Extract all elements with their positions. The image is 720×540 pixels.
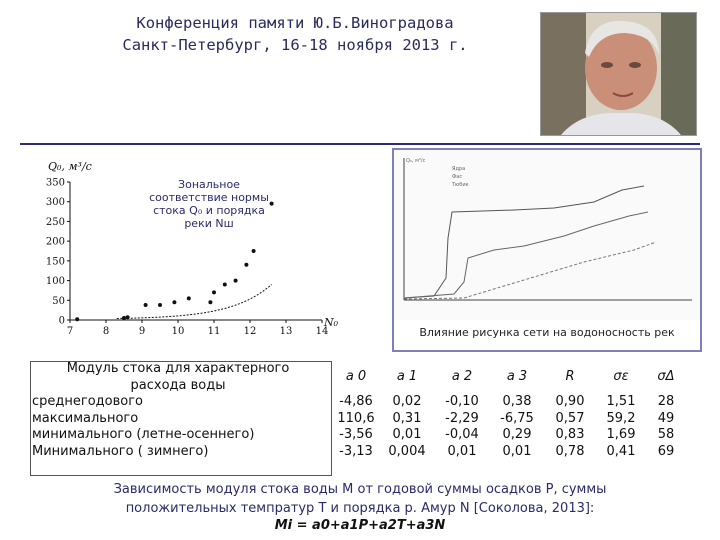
table-header-row bbox=[30, 361, 686, 394]
cell: -2,29 bbox=[445, 410, 479, 426]
footer-formula: Mi = a0+a1P+a2T+a3N bbox=[274, 518, 446, 533]
y-tick-label: 0 bbox=[58, 315, 65, 327]
right-chart-caption: Влияние рисунка сети на водоносность рек bbox=[419, 326, 675, 339]
table-header-label-line: Модуль стока для характерного bbox=[66, 361, 290, 376]
conference-header bbox=[80, 12, 510, 56]
left-chart-xlabel: N₀ bbox=[324, 316, 339, 329]
conference-place-date: Санкт-Петербург, 16-18 ноября 2013 г. bbox=[122, 36, 468, 54]
cell: -6,75 bbox=[500, 410, 534, 426]
data-point bbox=[158, 303, 162, 307]
col-header: a 3 bbox=[506, 369, 528, 385]
svg-text:Фас: Фас bbox=[452, 174, 463, 180]
cell: -4,86 bbox=[339, 394, 373, 409]
table-row bbox=[30, 444, 686, 461]
row-label: максимального bbox=[32, 410, 139, 426]
cell: 28 bbox=[657, 394, 675, 409]
x-tick-label: 14 bbox=[315, 326, 329, 337]
footer-caption bbox=[60, 480, 660, 518]
cell: 0,41 bbox=[606, 443, 636, 459]
table-header-label-line: расхода воды bbox=[130, 377, 226, 393]
header-divider bbox=[20, 143, 700, 145]
y-tick-label: 300 bbox=[45, 197, 65, 209]
cell: -3,56 bbox=[339, 427, 373, 442]
x-tick-label: 11 bbox=[207, 326, 221, 337]
svg-text:Ядра: Ядра bbox=[452, 166, 466, 172]
cell: 0,01 bbox=[392, 427, 422, 442]
annotation-line: реки Nш bbox=[184, 217, 234, 230]
data-point bbox=[126, 315, 130, 319]
col-header: a 0 bbox=[345, 369, 367, 385]
cell: -3,13 bbox=[339, 443, 373, 459]
y-tick-label: 350 bbox=[45, 177, 65, 189]
table-row bbox=[30, 394, 686, 411]
data-point bbox=[208, 300, 212, 304]
svg-text:Q₀, м³/с: Q₀, м³/с bbox=[406, 158, 426, 164]
data-point bbox=[252, 249, 256, 253]
annotation-line: стока Q₀ и порядка bbox=[153, 204, 265, 217]
data-point bbox=[172, 300, 176, 304]
x-tick-label: 13 bbox=[279, 326, 293, 337]
data-point bbox=[75, 317, 79, 321]
x-tick-label: 10 bbox=[171, 326, 185, 337]
cell: 0,31 bbox=[392, 410, 422, 426]
cell: 0,29 bbox=[502, 427, 532, 442]
table-header-label bbox=[30, 361, 332, 394]
col-header: a 1 bbox=[396, 369, 418, 385]
svg-text:Тюбик: Тюбик bbox=[452, 182, 469, 188]
footer-line: Зависимость модуля стока воды M от годовой суммы осадков P, суммы bbox=[113, 482, 607, 497]
row-label: среднегодового bbox=[32, 394, 144, 409]
cell: 1,51 bbox=[606, 394, 636, 409]
cell: 0,02 bbox=[392, 394, 422, 409]
annotation-line: Зональное bbox=[178, 178, 240, 191]
data-point bbox=[144, 303, 148, 307]
cell: -0,10 bbox=[445, 394, 479, 409]
cell: 0,78 bbox=[555, 443, 585, 459]
annotation-line: соответствие нормы bbox=[149, 191, 269, 204]
cell: 69 bbox=[657, 443, 675, 459]
col-header: R bbox=[565, 369, 575, 385]
x-tick-label: 8 bbox=[102, 326, 110, 337]
data-point bbox=[122, 316, 126, 320]
y-tick-label: 150 bbox=[45, 256, 65, 268]
fit-curve bbox=[117, 285, 272, 319]
right-chart-panel bbox=[392, 148, 702, 352]
row-label: Минимального ( зимнего) bbox=[32, 443, 209, 459]
left-chart-ylabel: Q₀, м³/с bbox=[48, 160, 92, 173]
conference-title: Конференция памяти Ю.Б.Виноградова bbox=[136, 14, 454, 32]
data-point bbox=[212, 290, 216, 294]
cell: 0,38 bbox=[502, 394, 532, 409]
left-chart-annotation bbox=[128, 178, 290, 230]
cell: 0,83 bbox=[555, 427, 585, 442]
cell: 49 bbox=[657, 410, 675, 426]
y-tick-label: 200 bbox=[45, 236, 65, 248]
cell: 0,01 bbox=[447, 443, 477, 459]
y-tick-label: 50 bbox=[52, 295, 65, 307]
table-row bbox=[30, 427, 686, 444]
cell: -0,04 bbox=[445, 427, 479, 442]
cell: 0,01 bbox=[502, 443, 532, 459]
data-point bbox=[187, 296, 191, 300]
cell: 0,57 bbox=[555, 410, 585, 426]
data-point bbox=[244, 263, 248, 267]
cell: 0,004 bbox=[388, 443, 426, 459]
coefficients-table bbox=[30, 361, 686, 460]
footer-line: положительных темпратур T и порядка р. Амур N [Соколова, 2013]: bbox=[125, 501, 595, 516]
y-tick-label: 100 bbox=[45, 276, 65, 288]
x-tick-label: 12 bbox=[243, 326, 257, 337]
x-tick-label: 7 bbox=[66, 326, 74, 337]
data-point bbox=[234, 279, 238, 283]
portrait-photo bbox=[540, 12, 697, 136]
y-tick-label: 250 bbox=[45, 216, 65, 228]
cell: 58 bbox=[657, 427, 675, 442]
cell: 0,90 bbox=[555, 394, 585, 409]
network-pattern-chart bbox=[394, 150, 700, 320]
col-header: σε bbox=[613, 369, 629, 385]
col-header: σΔ bbox=[657, 369, 675, 385]
col-header: a 2 bbox=[451, 369, 473, 385]
cell: 110,6 bbox=[337, 410, 375, 426]
table-row bbox=[30, 411, 686, 428]
row-label: минимального (летне-осеннего) bbox=[32, 427, 255, 442]
data-point bbox=[223, 283, 227, 287]
x-tick-label: 9 bbox=[138, 326, 146, 337]
cell: 59,2 bbox=[606, 410, 636, 426]
cell: 1,69 bbox=[606, 427, 636, 442]
